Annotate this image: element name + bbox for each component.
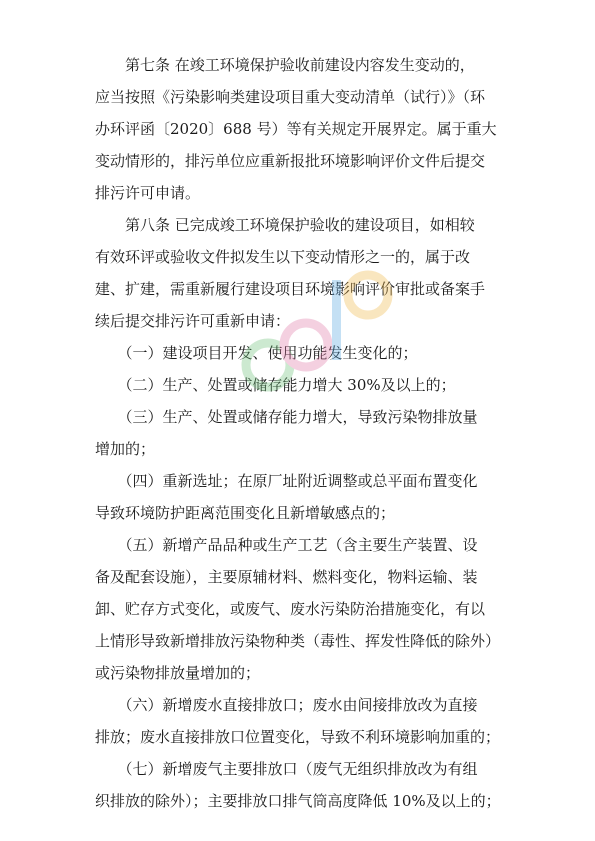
text-line: 备及配套设施），主要原辅材料、燃料变化，物料运输、装	[95, 568, 478, 586]
text-line: 变动情形的，排污单位应重新报批环境影响评价文件后提交	[95, 152, 486, 170]
text-line: 卸、贮存方式变化，或废气、废水污染防治措施变化，有以	[95, 600, 486, 618]
text-line: 增加的；	[95, 440, 156, 458]
text-line: 第七条 在竣工环境保护验收前建设内容发生变动的，	[95, 56, 475, 74]
text-line: （四）重新选址；在原厂址附近调整或总平面布置变化	[95, 472, 478, 490]
text-line: 应当按照《污染影响类建设项目重大变动清单（试行）》（环	[95, 88, 486, 106]
text-line: （三）生产、处置或储存能力增大，导致污染物排放量	[95, 408, 478, 426]
text-line: 续后提交排污许可重新申请：	[95, 312, 291, 330]
text-line: 上情形导致新增排放污染物种类（毒性、挥发性降低的除外）	[95, 632, 501, 650]
text-line: 织排放的除外）；主要排放口排气筒高度降低 10%及以上的；	[95, 792, 501, 810]
text-line: （七）新增废气主要排放口（废气无组织排放改为有组	[95, 760, 478, 778]
text-line: 建、扩建，需重新履行建设项目环境影响评价审批或备案手	[95, 280, 486, 298]
text-line: （六）新增废水直接排放口；废水由间接排放改为直接	[95, 696, 478, 714]
text-line: 导致环境防护距离范围变化且新增敏感点的；	[95, 504, 396, 522]
text-line: 第八条 已完成竣工环境保护验收的建设项目，如相较	[95, 216, 475, 234]
text-line: 有效环评或验收文件拟发生以下变动情形之一的，属于改	[95, 248, 471, 266]
text-line: 办环评函〔2020〕688 号）等有关规定开展界定。属于重大	[95, 120, 497, 138]
text-line: （二）生产、处置或储存能力增大 30%及以上的；	[95, 376, 456, 394]
text-line: 或污染物排放量增加的；	[95, 664, 261, 682]
text-line: 排污许可申请。	[95, 184, 201, 202]
text-line: （五）新增产品品种或生产工艺（含主要生产装置、设	[95, 536, 478, 554]
text-line: 排放；废水直接排放口位置变化，导致不利环境影响加重的；	[95, 728, 501, 746]
text-line: （一）建设项目开发、使用功能发生变化的；	[95, 344, 418, 362]
